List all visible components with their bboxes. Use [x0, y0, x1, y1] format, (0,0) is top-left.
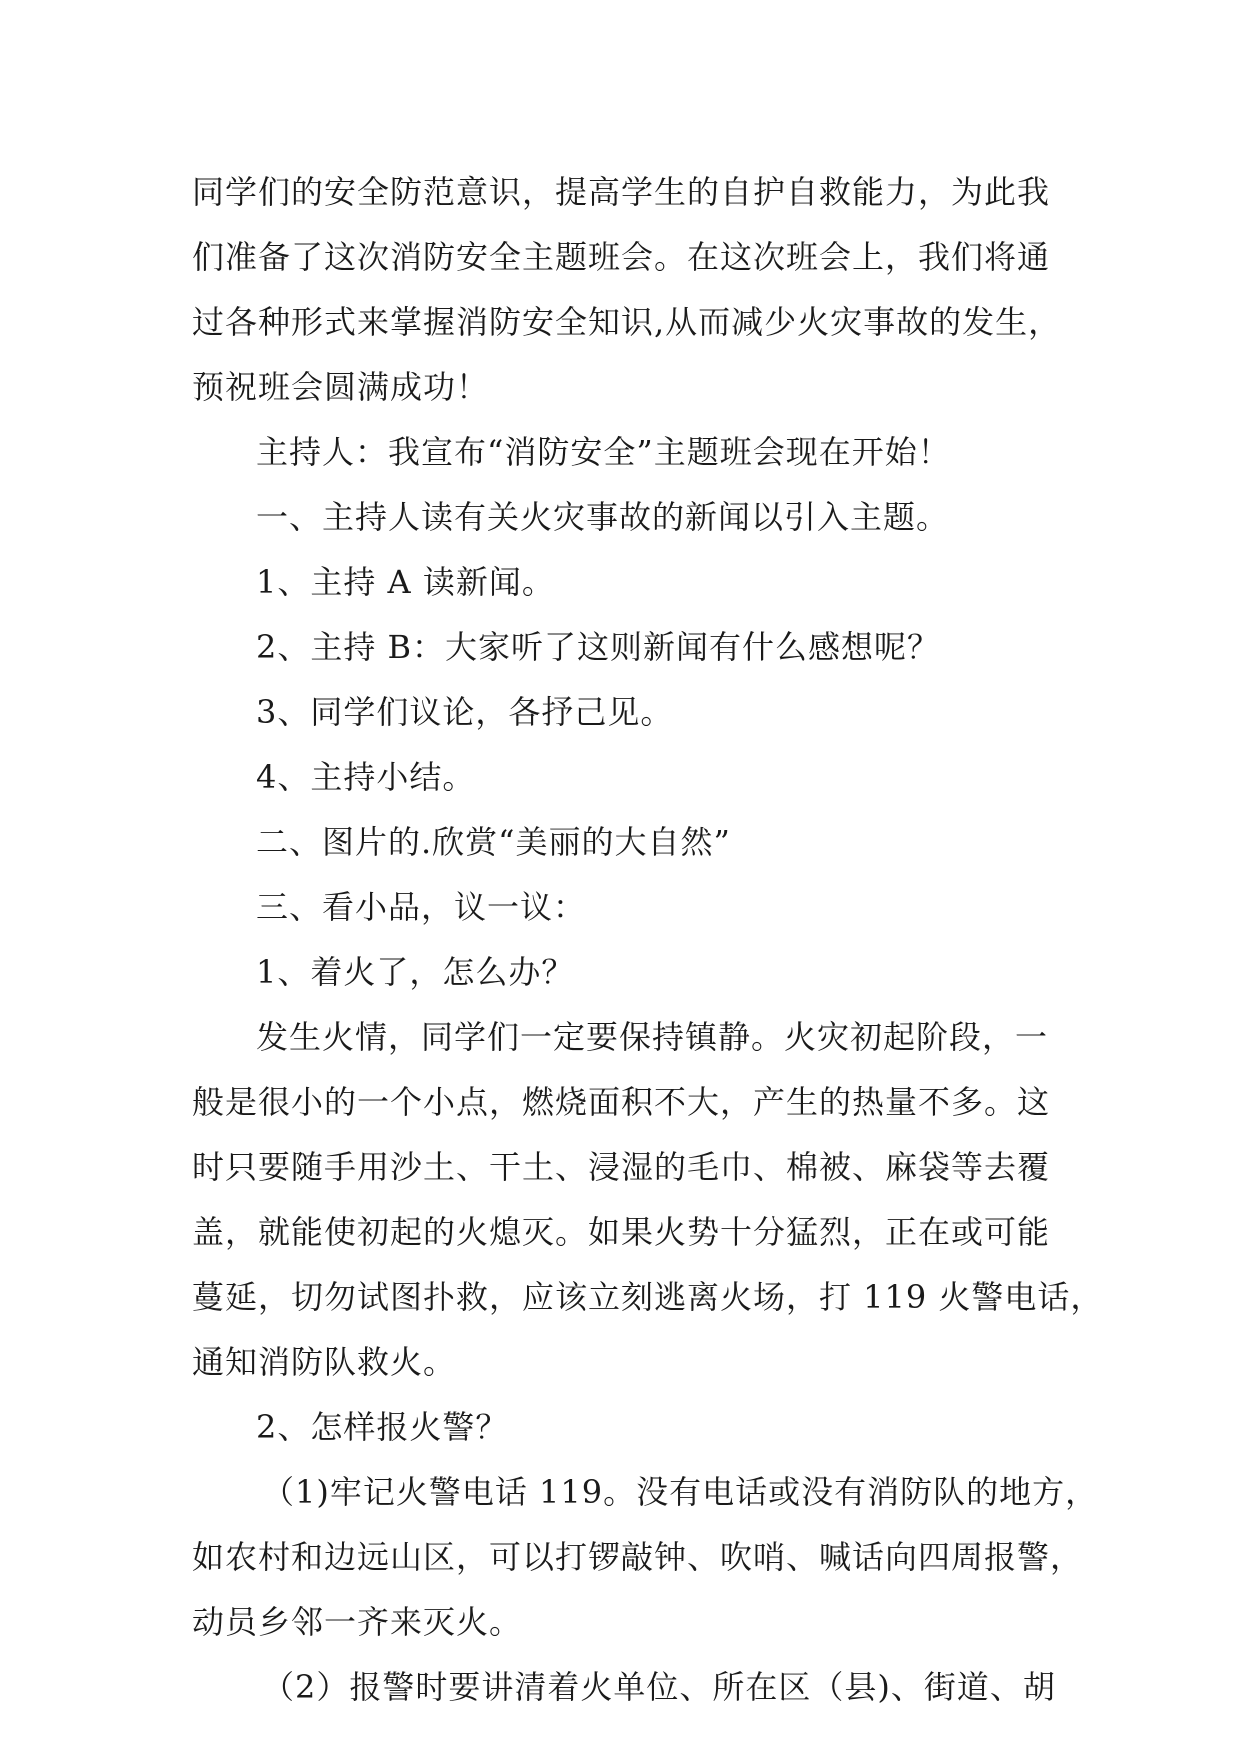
list-item: 2、主持 B：大家听了这则新闻有什么感想呢？	[256, 628, 941, 666]
paragraph-line: （1)牢记火警电话 119。没有电话或没有消防队的地方，	[262, 1473, 1099, 1511]
list-item: 4、主持小结。	[256, 758, 476, 796]
paragraph-line: 动员乡邻一齐来灭火。	[192, 1603, 523, 1641]
list-item: 3、同学们议论，各抒己见。	[256, 693, 674, 731]
section-heading-three: 三、看小品，议一议：	[256, 888, 587, 926]
paragraph-line: 通知消防队救火。	[192, 1343, 457, 1381]
paragraph-line: 时只要随手用沙土、干土、浸湿的毛巾、棉被、麻袋等去覆	[192, 1148, 1051, 1186]
section-heading-one: 一、主持人读有关火灾事故的新闻以引入主题。	[256, 498, 950, 536]
document-body	[192, 160, 1104, 1720]
list-item: 1、着火了，怎么办？	[256, 953, 575, 991]
paragraph-line: 们准备了这次消防安全主题班会。在这次班会上，我们将通	[192, 238, 1051, 276]
paragraph-line: 如农村和边远山区，可以打锣敲钟、吹哨、喊话向四周报警，	[192, 1538, 1084, 1576]
host-announcement: 主持人：我宣布“消防安全”主题班会现在开始！	[256, 433, 951, 471]
paragraph-line: 同学们的安全防范意识，提高学生的自护自救能力，为此我	[192, 173, 1051, 211]
paragraph-line: 般是很小的一个小点，燃烧面积不大，产生的热量不多。这	[192, 1083, 1051, 1121]
paragraph-line: 发生火情，同学们一定要保持镇静。火灾初起阶段，一	[256, 1018, 1049, 1056]
paragraph-line: 盖，就能使初起的火熄灭。如果火势十分猛烈，正在或可能	[192, 1213, 1051, 1251]
list-item: 1、主持 A 读新闻。	[256, 563, 555, 601]
paragraph-line: 蔓延，切勿试图扑救，应该立刻逃离火场，打 119 火警电话，	[192, 1278, 1104, 1316]
paragraph-line: 过各种形式来掌握消防安全知识,从而减少火灾事故的发生，	[192, 303, 1062, 341]
paragraph-line: （2）报警时要讲清着火单位、所在区（县)、街道、胡	[262, 1668, 1056, 1706]
list-item: 2、怎样报火警？	[256, 1408, 509, 1446]
paragraph-line: 预祝班会圆满成功！	[192, 368, 490, 406]
section-heading-two: 二、图片的.欣赏“美丽的大自然”	[256, 823, 731, 861]
